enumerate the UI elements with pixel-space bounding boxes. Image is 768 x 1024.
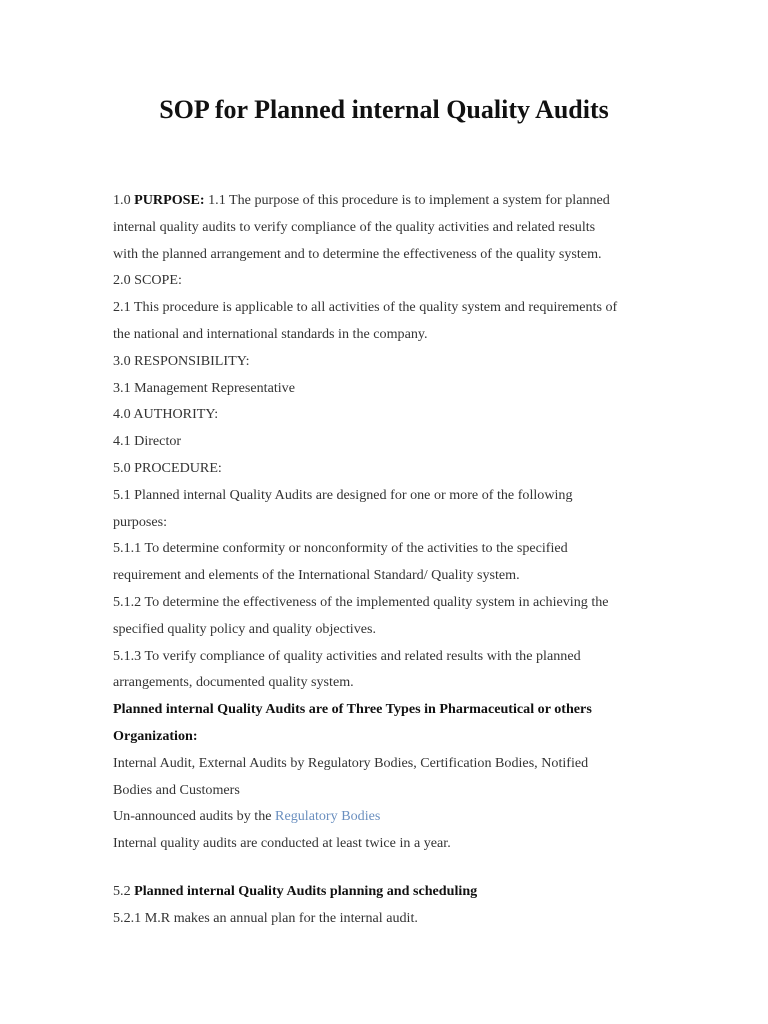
procedure-5-2-1-line: 5.2.1 M.R makes an annual plan for the internal audit. [113,909,418,926]
purpose-text-1: 1.1 The purpose of this procedure is to implement a system for planned [204,192,610,208]
responsibility-item: 3.1 Management Representative [113,379,295,396]
procedure-heading: 5.0 PROCEDURE: [113,459,222,476]
procedure-5-1-2-line-2: specified quality policy and quality objectives. [113,620,377,637]
unannounced-audits-text: Un-announced audits by the [113,808,276,825]
unannounced-audits-line [113,803,673,830]
procedure-5-1-3-line-2: arrangements, documented quality system. [113,674,354,691]
regulatory-bodies-link[interactable]: Regulatory Bodies [275,808,381,825]
audit-types-heading-line-1: Planned internal Quality Audits are of Three Types in Pharmaceutical or others [113,701,592,718]
procedure-5-1-1-line-1: 5.1.1 To determine conformity or nonconformity of the activities to the specified [113,540,568,557]
authority-item: 4.1 Director [113,433,182,450]
audit-types-heading-line-2: Organization: [113,727,198,744]
procedure-5-1-line-1: 5.1 Planned internal Quality Audits are designed for one or more of the following [113,486,573,503]
audit-types-list-line-2: Bodies and Customers [113,781,240,798]
authority-heading: 4.0 AUTHORITY: [113,406,219,423]
procedure-5-1-line-2: purposes: [113,513,168,530]
procedure-5-2-title: Planned internal Quality Audits planning and scheduling [134,882,478,899]
procedure-5-1-1-line-2: requirement and elements of the International Standard/ Quality system. [113,567,520,584]
procedure-5-2-number: 5.2 [113,882,135,899]
responsibility-heading: 3.0 RESPONSIBILITY: [113,352,250,369]
scope-line-1: 2.1 This procedure is applicable to all activities of the quality system and requirements of [113,299,618,316]
audit-types-list-line-1: Internal Audit, External Audits by Regulatory Bodies, Certification Bodies, Notified [113,754,589,771]
procedure-5-2-heading [113,878,673,905]
purpose-line-2: internal quality audits to verify compliance of the quality activities and related results [113,218,596,235]
purpose-line-1 [113,187,673,214]
scope-line-2: the national and international standards in the company. [113,325,428,342]
audit-frequency-line: Internal quality audits are conducted at least twice in a year. [113,835,451,852]
scope-heading: 2.0 SCOPE: [113,272,182,289]
section-spacer [113,857,673,878]
procedure-5-1-2-line-1: 5.1.2 To determine the effectiveness of the implemented quality system in achieving the [113,593,609,610]
purpose-line-3: with the planned arrangement and to determine the effectiveness of the quality system. [113,245,602,262]
document-body [113,187,673,932]
procedure-5-1-3-line-1: 5.1.3 To verify compliance of quality activities and related results with the planned [113,647,581,664]
document-title: SOP for Planned internal Quality Audits [159,95,609,124]
purpose-heading: PURPOSE: [134,192,205,208]
purpose-number: 1.0 [113,192,135,208]
